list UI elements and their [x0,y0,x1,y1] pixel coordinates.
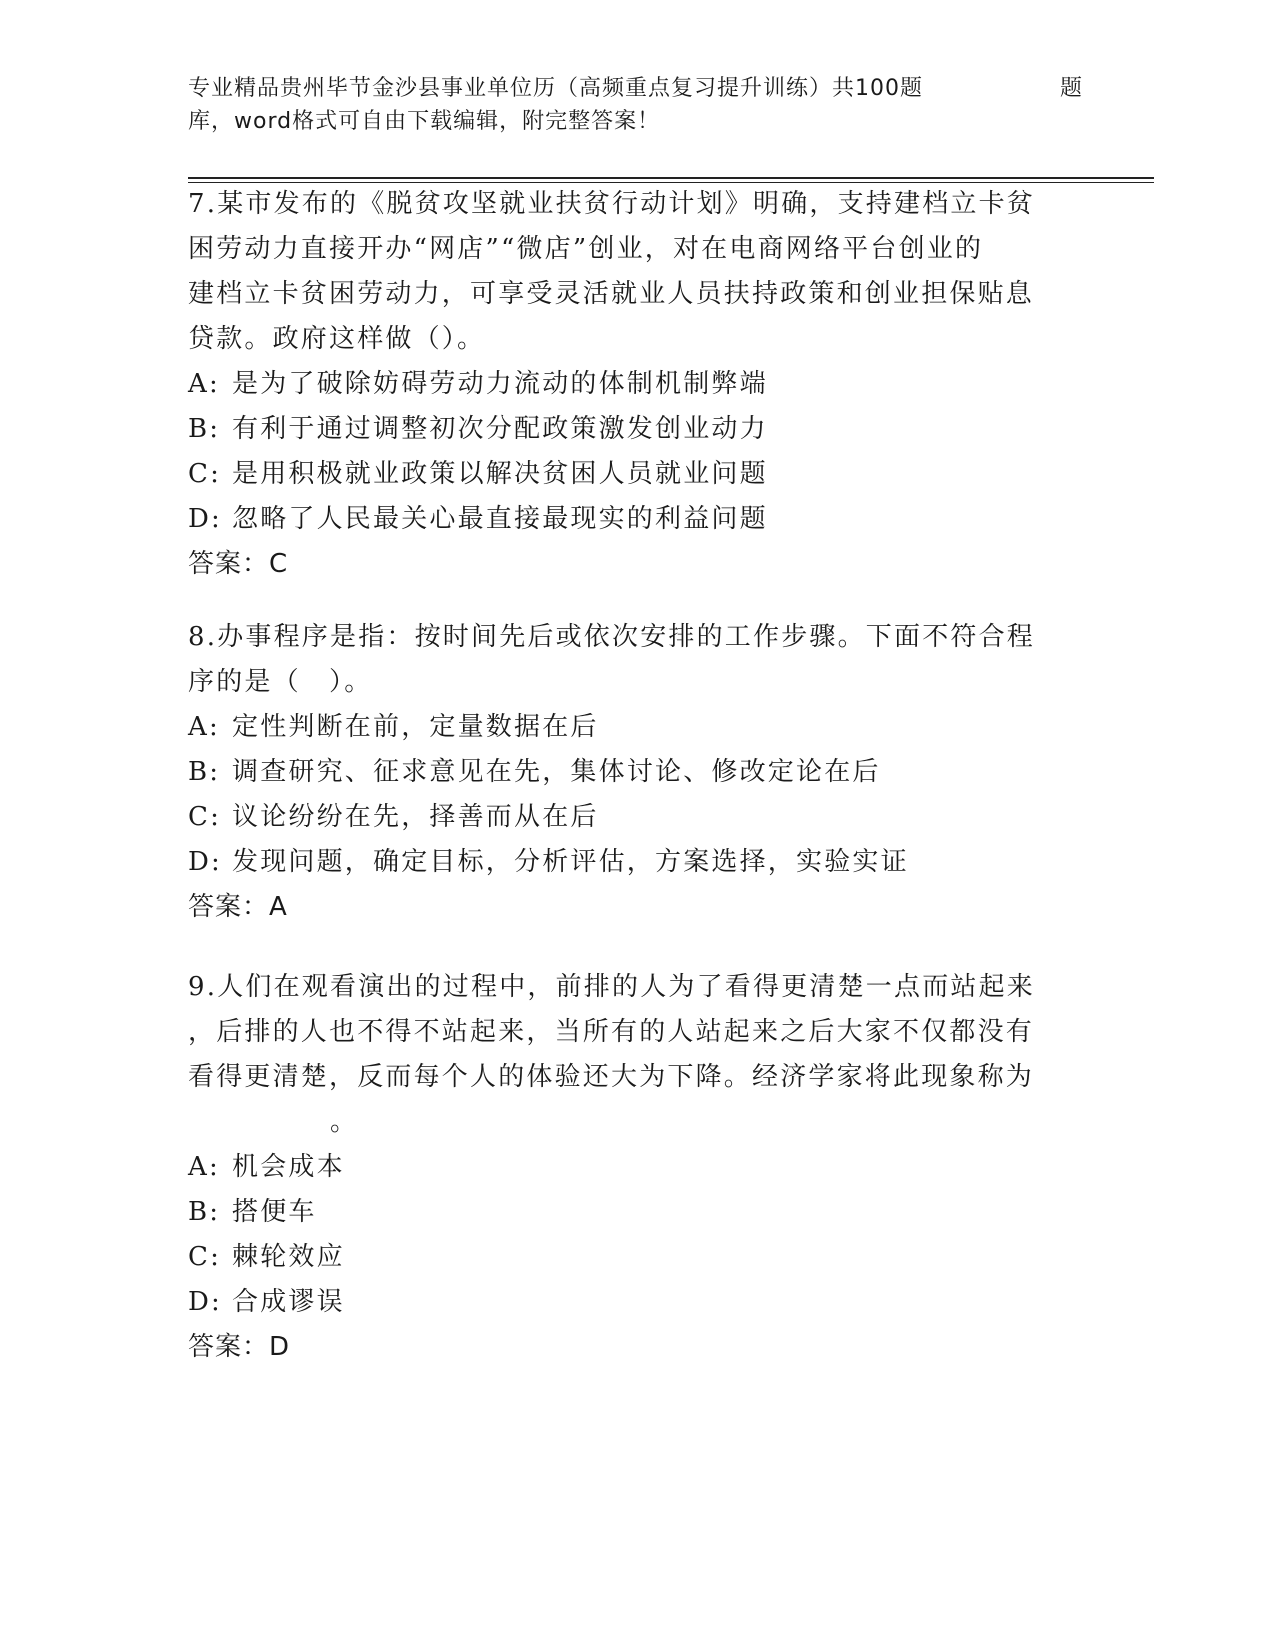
header-title-line-2: 库，word格式可自由下载编辑，附完整答案！ [188,109,661,134]
question-stem [188,615,1068,705]
option-b [188,407,1068,452]
option-c [188,452,1068,497]
question-stem [188,965,1068,1145]
option-a [188,362,1068,407]
option-key: B: [188,757,221,787]
question-7 [188,182,1068,587]
answer-label: 答案：A [188,892,288,922]
answer-label: 答案：C [188,549,289,579]
option-key: B: [188,414,221,444]
question-8 [188,615,1068,930]
option-text: 合成谬误 [232,1287,345,1317]
option-key: A: [188,712,220,742]
option-b [188,750,1068,795]
option-d [188,497,1068,542]
option-text: 调查研究、征求意见在先，集体讨论、修改定论在后 [232,757,881,787]
option-b [188,1190,1068,1235]
stem-line: 9.人们在观看演出的过程中，前排的人为了看得更清楚一点而站起来 [188,972,1036,1002]
option-c [188,795,1068,840]
stem-line: 建档立卡贫困劳动力，可享受灵活就业人员扶持政策和创业担保贴息 [188,279,1035,309]
stem-line: 7.某市发布的《脱贫攻坚就业扶贫行动计划》明确，支持建档立卡贫 [188,189,1036,219]
stem-line: 困劳动力直接开办“网店”“微店”创业，对在电商网络平台创业的 [188,234,984,264]
stem-line: 贷款。政府这样做（）。 [188,324,486,354]
option-c [188,1235,1068,1280]
option-text: 棘轮效应 [232,1242,345,1272]
option-d [188,840,1068,885]
option-text: 议论纷纷在先，择善而从在后 [232,802,599,832]
option-key: D: [188,1287,223,1317]
question-stem [188,182,1068,362]
question-9 [188,965,1068,1370]
option-key: C: [188,459,222,489]
header-title-line-1: 专业精品贵州毕节金沙县事业单位历（高频重点复习提升训练）共100题 [188,76,923,101]
option-key: C: [188,802,222,832]
header-divider-thick [188,177,1154,179]
option-a [188,705,1068,750]
stem-line: 8.办事程序是指：按时间先后或依次安排的工作步骤。下面不符合程 [188,622,1036,652]
option-text: 搭便车 [232,1197,317,1227]
stem-line: ，后排的人也不得不站起来，当所有的人站起来之后大家不仅都没有 [188,1017,1035,1047]
option-key: D: [188,504,223,534]
stem-line: 看得更清楚，反而每个人的体验还大为下降。经济学家将此现象称为 [188,1062,1035,1092]
option-key: A: [188,369,220,399]
option-d [188,1280,1068,1325]
answer-label: 答案：D [188,1332,291,1362]
option-key: D: [188,847,223,877]
stem-line-blank: 。 [330,1107,359,1137]
option-key: C: [188,1242,222,1272]
stem-line: 序的是（ ）。 [188,667,373,697]
option-key: A: [188,1152,220,1182]
option-text: 发现问题，确定目标，分析评估，方案选择，实验实证 [232,847,909,877]
option-text: 有利于通过调整初次分配政策激发创业动力 [232,414,768,444]
option-text: 定性判断在前，定量数据在后 [232,712,599,742]
header-title-right: 题 [1060,76,1084,101]
option-text: 忽略了人民最关心最直接最现实的利益问题 [232,504,768,534]
option-text: 是为了破除妨碍劳动力流动的体制机制弊端 [232,369,768,399]
option-a [188,1145,1068,1190]
document-header [188,72,1088,138]
option-key: B: [188,1197,221,1227]
option-text: 是用积极就业政策以解决贫困人员就业问题 [232,459,768,489]
option-text: 机会成本 [232,1152,345,1182]
